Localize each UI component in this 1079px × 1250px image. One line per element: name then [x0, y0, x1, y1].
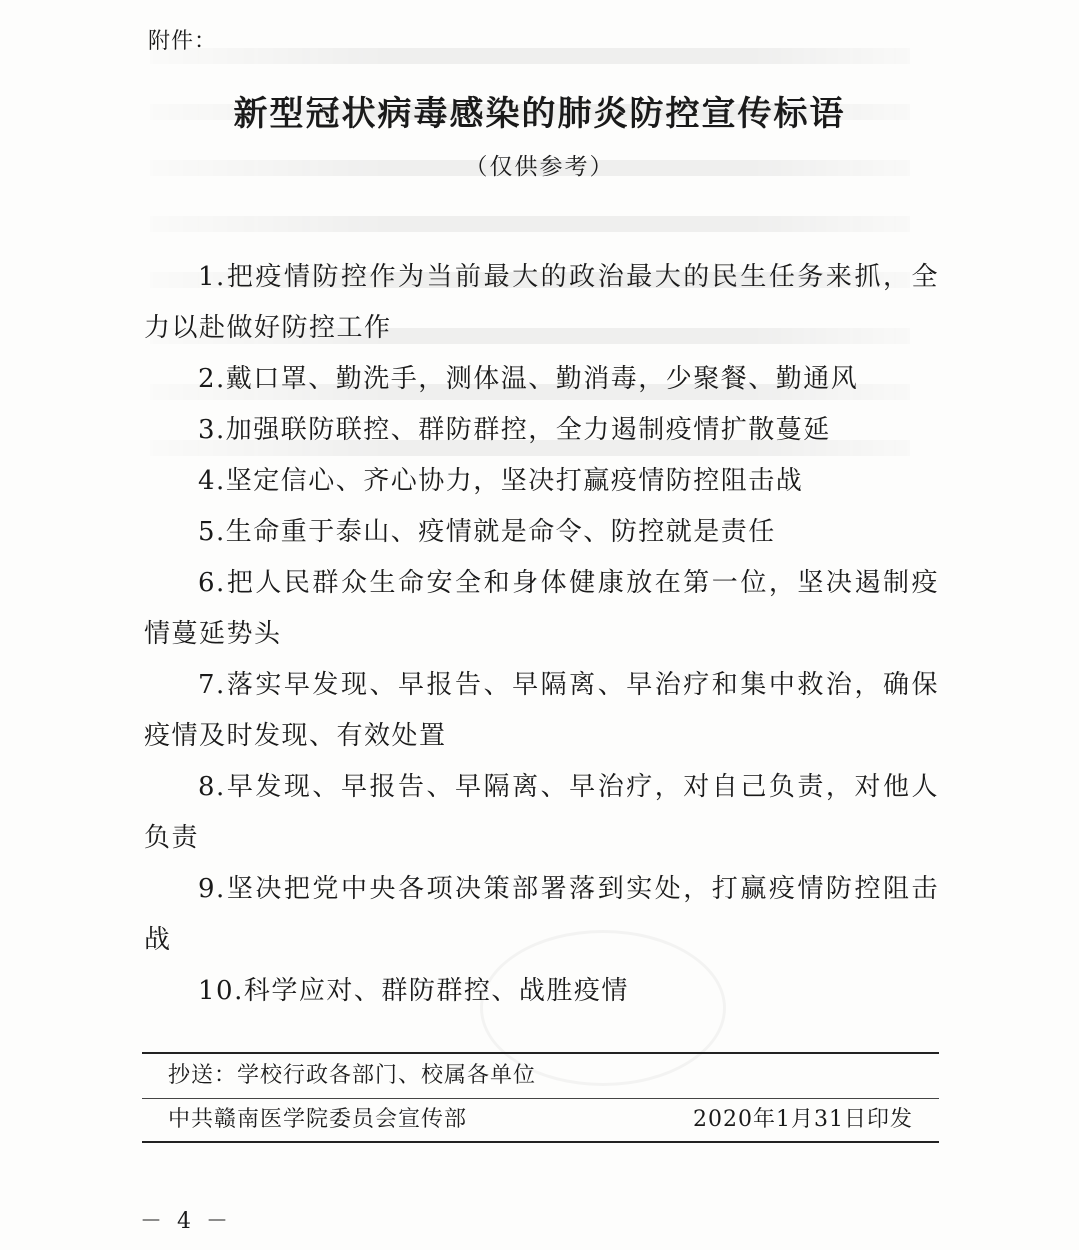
- slogan-item: 10.科学应对、群防群控、战胜疫情: [198, 976, 629, 1006]
- slogan-list: [144, 252, 939, 1017]
- slogan-item: 2.戴口罩、勤洗手，测体温、勤消毒，少聚餐、勤通风: [198, 364, 859, 394]
- cc-line: 抄送：学校行政各部门、校属各单位: [142, 1054, 939, 1099]
- slogan-item: 3.加强联防联控、群防群控，全力遏制疫情扩散蔓延: [198, 415, 831, 445]
- slogan-item: 7.落实早发现、早报告、早隔离、早治疗和集中救治，确保疫情及时发现、有效处置: [144, 670, 939, 751]
- page-number: － 4 －: [140, 1209, 232, 1234]
- document-title: 新型冠状病毒感染的肺炎防控宣传标语: [233, 94, 846, 134]
- slogan-item: 6.把人民群众生命安全和身体健康放在第一位，坚决遏制疫情蔓延势头: [144, 568, 939, 649]
- issue-line: [142, 1099, 939, 1143]
- attachment-label: 附件：: [148, 29, 218, 54]
- document-subtitle: （仅供参考）: [464, 154, 615, 180]
- distribution-footer: [142, 1052, 939, 1143]
- slogan-item: 8.早发现、早报告、早隔离、早治疗，对自己负责，对他人负责: [144, 772, 939, 853]
- slogan-item: 9.坚决把党中央各项决策部署落到实处，打赢疫情防控阻击战: [144, 874, 939, 955]
- slogan-item: 1.把疫情防控作为当前最大的政治最大的民生任务来抓，全力以赴做好防控工作: [144, 262, 939, 343]
- slogan-item: 5.生命重于泰山、疫情就是命令、防控就是责任: [198, 517, 776, 547]
- issue-date: 2020年1月31日印发: [693, 1107, 913, 1132]
- slogan-item: 4.坚定信心、齐心协力，坚决打赢疫情防控阻击战: [198, 466, 804, 496]
- issuer-name: 中共赣南医学院委员会宣传部: [168, 1107, 468, 1132]
